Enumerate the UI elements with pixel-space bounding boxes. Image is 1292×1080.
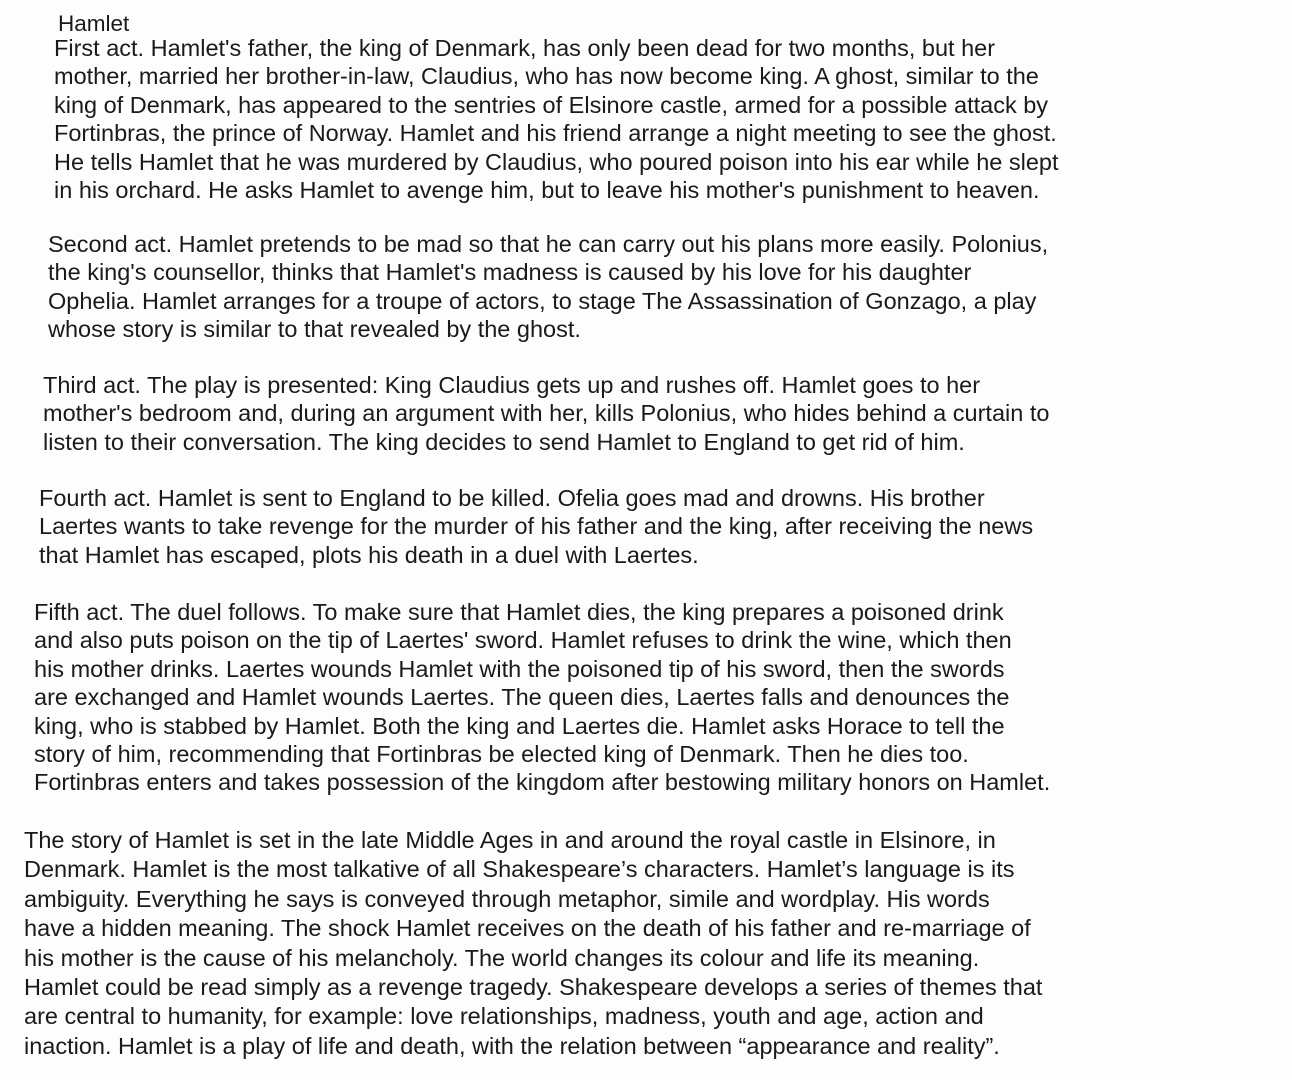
- text-line: king of Denmark, has appeared to the sentries of Elsinore castle, armed for a possible attack by: [54, 91, 1049, 118]
- text-line: whose story is similar to that revealed by the ghost.: [48, 316, 581, 343]
- text-line: inaction. Hamlet is a play of life and death, with the relation between “appearance and reality”.: [24, 1032, 1000, 1059]
- text-line: have a hidden meaning. The shock Hamlet receives on the death of his father and re-marriage of: [24, 915, 1031, 942]
- text-line: mother, married her brother-in-law, Claudius, who has now become king. A ghost, similar to the: [54, 63, 1039, 90]
- text-line: are exchanged and Hamlet wounds Laertes. The queen dies, Laertes falls and denounces the: [34, 684, 1010, 711]
- text-line: Third act. The play is presented: King Claudius gets up and rushes off. Hamlet goes to her: [43, 372, 981, 398]
- paragraph-first-act: [54, 34, 1059, 204]
- text-line: his mother drinks. Laertes wounds Hamlet with the poisoned tip of his sword, then the swords: [34, 655, 1005, 682]
- text-line: ambiguity. Everything he says is conveyed through metaphor, simile and wordplay. His words: [24, 885, 990, 912]
- text-line: Fortinbras, the prince of Norway. Hamlet and his friend arrange a night meeting to see the ghost.: [54, 120, 1057, 147]
- text-line: Denmark. Hamlet is the most talkative of all Shakespeare’s characters. Hamlet’s language is its: [24, 856, 1015, 883]
- text-line: and also puts poison on the tip of Laertes' sword. Hamlet refuses to drink the wine, which then: [34, 627, 1012, 654]
- paragraph-commentary: [24, 826, 1042, 1061]
- paragraph-third-act: [43, 371, 1049, 456]
- text-line: Fortinbras enters and takes possession of the kingdom after bestowing military honors on Hamlet.: [34, 769, 1051, 796]
- text-line: are central to humanity, for example: love relationships, madness, youth and age, action and: [24, 1003, 984, 1030]
- text-line: the king's counsellor, thinks that Hamlet's madness is caused by his love for his daughter: [48, 259, 972, 286]
- text-line: that Hamlet has escaped, plots his death in a duel with Laertes.: [39, 541, 699, 568]
- text-line: He tells Hamlet that he was murdered by Claudius, who poured poison into his ear while he slept: [54, 148, 1059, 175]
- paragraph-second-act: [48, 230, 1048, 344]
- text-line: mother's bedroom and, during an argument with her, kills Polonius, who hides behind a curtain to: [43, 400, 1050, 427]
- text-line: Fifth act. The duel follows. To make sure that Hamlet dies, the king prepares a poisoned drink: [34, 599, 1004, 625]
- text-line: Laertes wants to take revenge for the murder of his father and the king, after receiving the news: [39, 513, 1034, 540]
- text-line: Second act. Hamlet pretends to be mad so that he can carry out his plans more easily. Polonius,: [48, 231, 1049, 257]
- text-line: his mother is the cause of his melancholy. The world changes its colour and life its meaning.: [24, 944, 980, 971]
- text-line: king, who is stabbed by Hamlet. Both the king and Laertes die. Hamlet asks Horace to tell the: [34, 712, 1005, 739]
- paragraph-fourth-act: [39, 484, 1033, 569]
- document-title: Hamlet: [58, 11, 130, 36]
- text-line: Fourth act. Hamlet is sent to England to be killed. Ofelia goes mad and drowns. His brother: [39, 485, 985, 511]
- paragraph-fifth-act: [34, 598, 1050, 797]
- text-line: Hamlet could be read simply as a revenge tragedy. Shakespeare develops a series of themes that: [24, 974, 1043, 1001]
- text-line: First act. Hamlet's father, the king of Denmark, has only been dead for two months, but her: [54, 35, 996, 61]
- text-line: Ophelia. Hamlet arranges for a troupe of actors, to stage The Assassination of Gonzago, a play: [48, 287, 1037, 314]
- text-line: in his orchard. He asks Hamlet to avenge him, but to leave his mother's punishment to heaven.: [54, 177, 1040, 204]
- text-line: The story of Hamlet is set in the late Middle Ages in and around the royal castle in Elsinore, in: [24, 827, 996, 853]
- text-line: story of him, recommending that Fortinbras be elected king of Denmark. Then he dies too.: [34, 741, 969, 768]
- text-line: listen to their conversation. The king decides to send Hamlet to England to get rid of him.: [43, 428, 965, 455]
